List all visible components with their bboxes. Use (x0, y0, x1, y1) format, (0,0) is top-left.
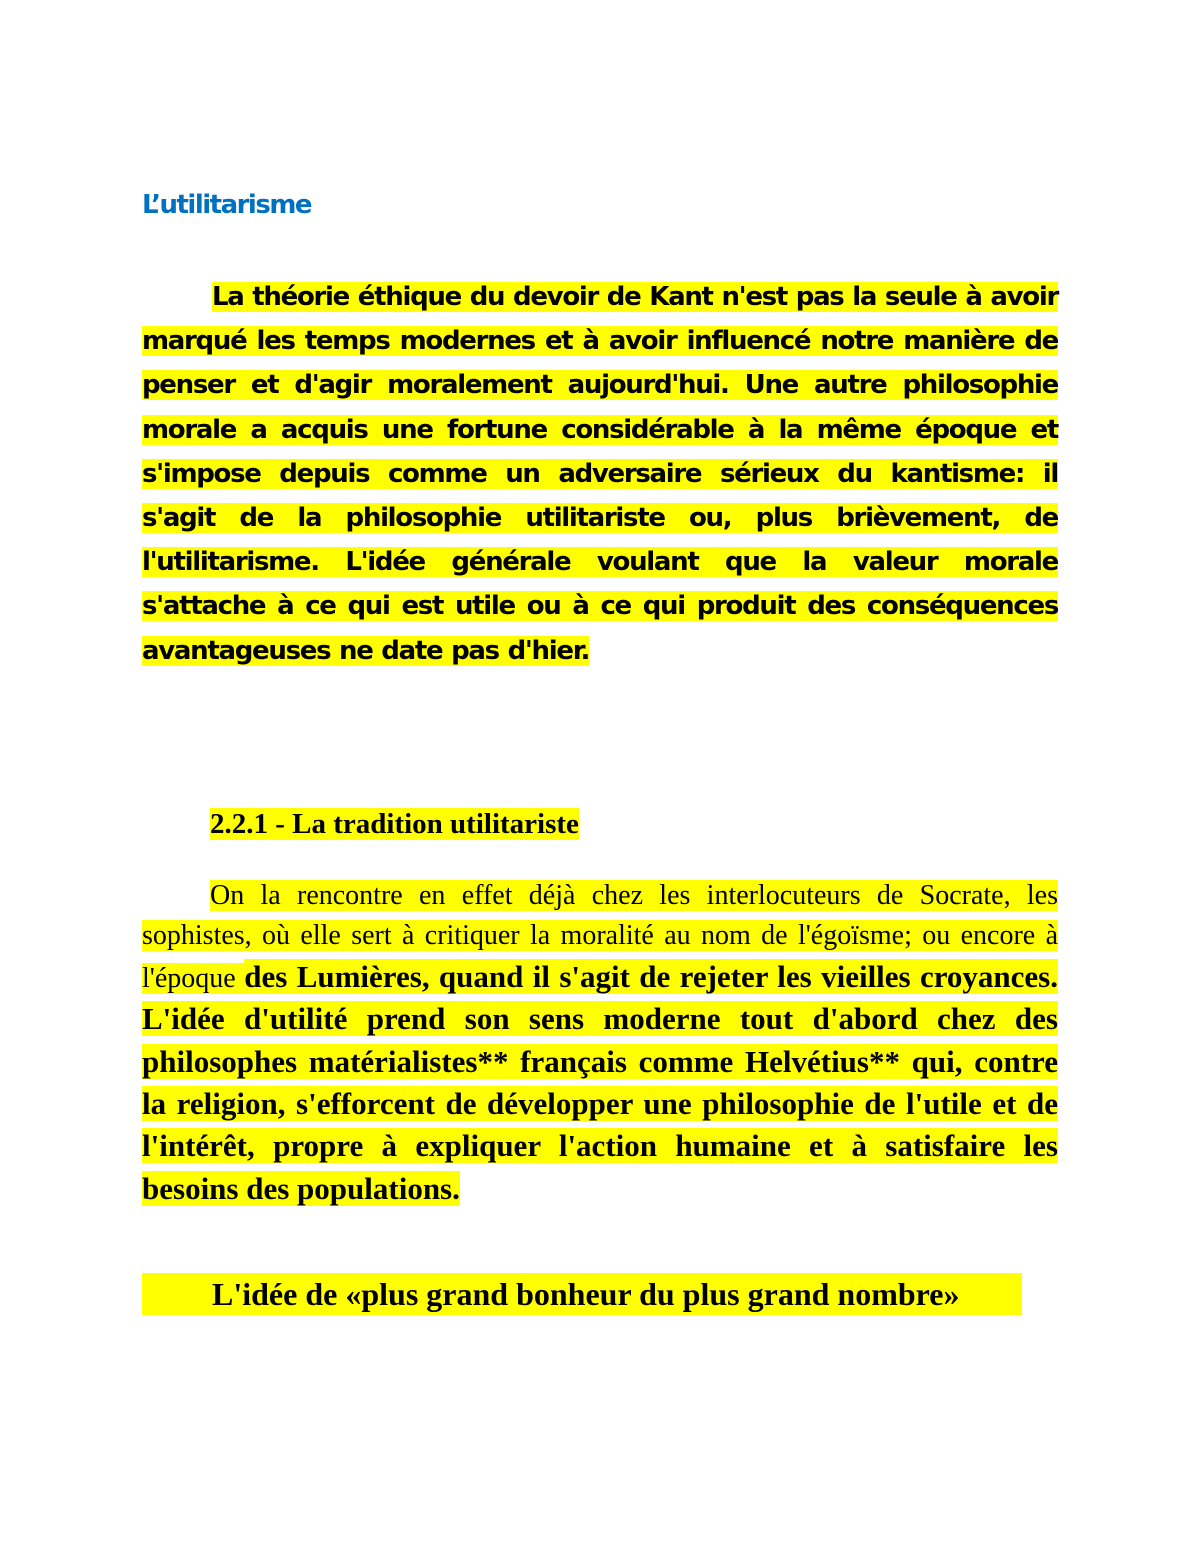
intro-paragraph-text: La théorie éthique du devoir de Kant n'est pas la seule à avoir marqué les temps modernes et à avoir influencé notre manière de penser et d'agir moralement aujourd'hui. Une autre philosophie morale a acquis une fortune considérable à la même époque et s'impose depuis comme un adversaire sérieux du kantisme: il s'agit de la philosophie utilitariste ou, plus brièvement, de l'utilitarisme. L'idée générale voulant que la valeur morale s'attache à ce qui est utile ou à ce qui produit des conséquences avantageuses ne date pas d'hier. (142, 282, 1058, 666)
intro-paragraph (142, 275, 1058, 673)
subheading: L'idée de «plus grand bonheur du plus grand nombre» (142, 1273, 1022, 1315)
section-paragraph (142, 876, 1058, 1211)
document-title: L’utilitarisme (142, 190, 312, 220)
section-heading-text: 2.2.1 - La tradition utilitariste (210, 808, 579, 840)
section-heading (210, 806, 579, 842)
section-paragraph-bold-text: des Lumières, quand il s'agit de rejeter les vieilles croyances. L'idée d'utilité prend son sens moderne tout d'abord chez des philosophes matérialistes** français comme Helvétius** qui, contre la religion, s'efforcent de développer une philosophie de l'utile et de l'intérêt, propre à expliquer l'action humaine et à satisfaire les besoins des populations. (142, 958, 1058, 1206)
section-paragraph-regular-text: On la rencontre en effet déjà chez les interlocuteurs de Socrate, les sophistes, où elle sert à critiquer la moralité au nom de l'égoïsme; ou encore à l'époque (142, 880, 1058, 994)
